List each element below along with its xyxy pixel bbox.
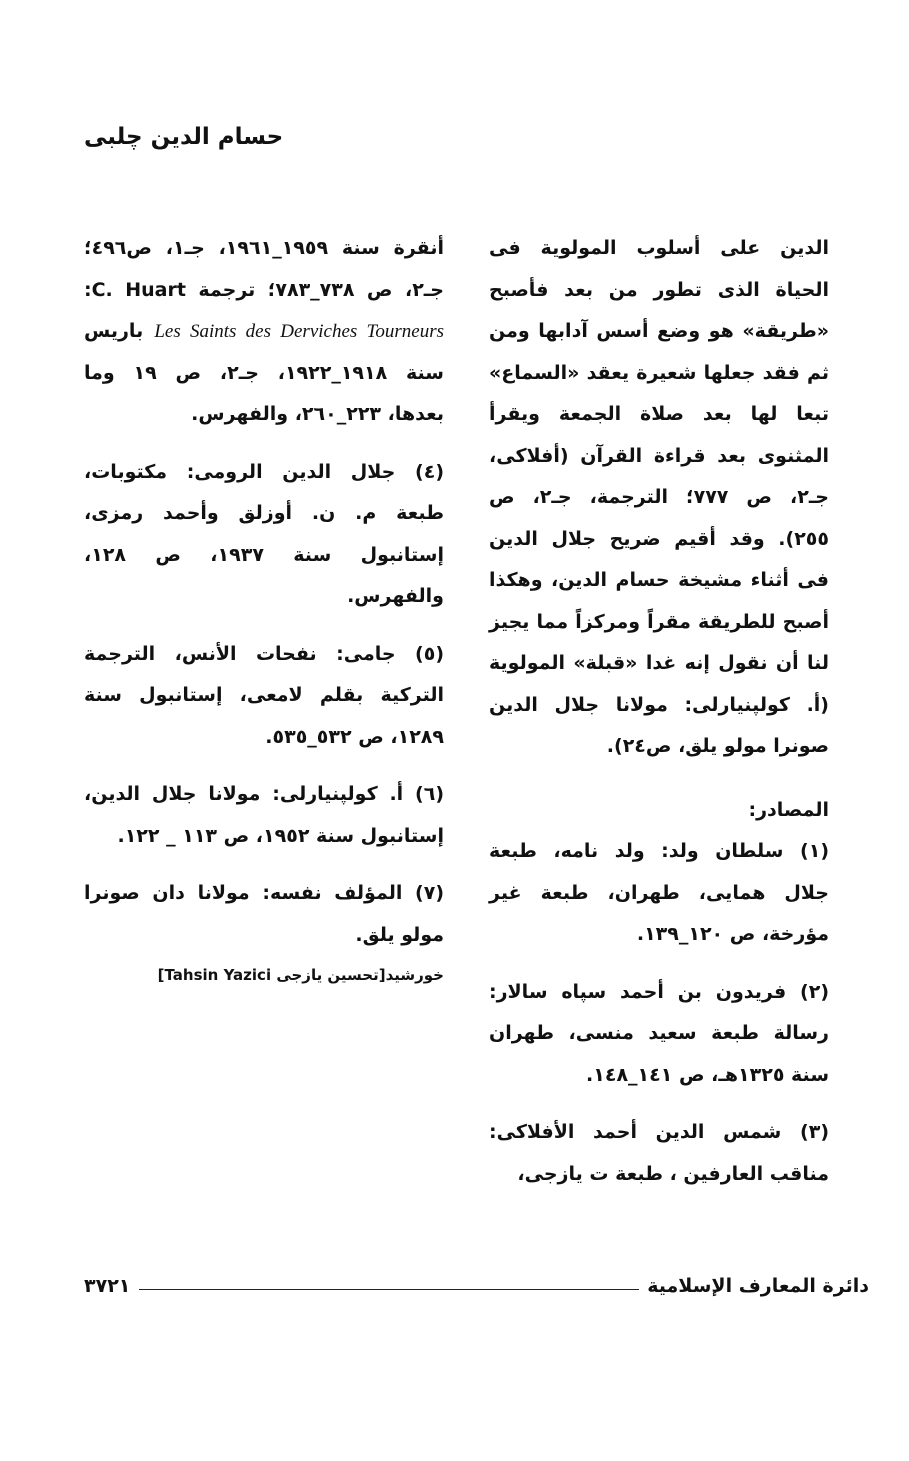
continuation-latin-title: Les Saints des Derviches Tourneurs	[154, 321, 444, 342]
author-signature: خورشيد[تحسين يازجى Tahsin Yazici]	[157, 966, 444, 984]
left-column	[84, 228, 444, 1001]
footer-title: دائرة المعارف الإسلامية	[647, 1275, 869, 1297]
sources-heading: المصادر:	[748, 798, 829, 821]
source-item-4: (٤) جلال الدين الرومى: مكتوبات، طبعة م. ن. أوزلق وأحمد رمزى، إستانبول سنة ١٩٣٧، ص ١٢٨، والفهرس.	[84, 460, 444, 607]
source-3-continuation	[84, 228, 444, 436]
article-paragraph: الدين على أسلوب المولوية فى الحياة الذى تطور من بعد فأصبح «طريقة» هو وضع أسس آدابها ومن ثم فقد جعلها شعيرة يعقد «السماع» تبعا لها بعد صلاة الجمعة ويقرأ المثنوى بعد قراءة القرآن (أفلاكى، جـ٢، ص ٧٧٧؛ الترجمة، جـ٢، ص ٢٥٥). وقد أقيم ضريح جلال الدين فى أثناء مشيخة حسام الدين، وهكذا أصبح للطريقة مقراً ومركزاً مما يجيز لنا أن نقول إنه غدا «قبلة» المولوية (أ. كولپنيارلى: مولانا جلال الدين صونرا مولو يلق، ص٢٤).	[489, 237, 829, 757]
footer-rule	[139, 1289, 639, 1290]
running-head: حسام الدين چلبى	[84, 124, 284, 150]
source-item-6: (٦) أ. كولپنيارلى: مولانا جلال الدين، إستانبول سنة ١٩٥٢، ص ١١٣ _ ١٢٢.	[84, 783, 444, 847]
right-column	[489, 228, 829, 1195]
source-item-1: (١) سلطان ولد: ولد نامه، طبعة جلال همايى، طهران، طبعة غير مؤرخة، ص ١٢٠_١٣٩.	[489, 840, 829, 945]
page-footer	[84, 1275, 869, 1315]
page-number: ٣٧٢١	[84, 1275, 131, 1297]
continuation-arabic-b: باريس سنة ١٩١٨_١٩٢٢، جـ٢، ص ١٩ وما بعدها، ٢٢٣_٢٦٠، والفهرس.	[84, 320, 444, 425]
source-item-5: (٥) جامى: نفحات الأنس، الترجمة التركية بقلم لامعى، إستانبول سنة ١٢٨٩، ص ٥٣٢_٥٣٥.	[84, 642, 444, 748]
continuation-arabic-a: أنقرة سنة ١٩٥٩_١٩٦١، جـ١، ص٤٩٦؛ جـ٢، ص ٧٣٨_٧٨٣؛ ترجمة C. Huart:	[84, 237, 444, 301]
source-item-7: (٧) المؤلف نفسه: مولانا دان صونرا مولو يلق.	[84, 882, 444, 946]
source-item-3: (٣) شمس الدين أحمد الأفلاكى: مناقب العارفين ، طبعة ت يازجى،	[489, 1121, 829, 1185]
source-item-2: (٢) فريدون بن أحمد سپاه سالار: رسالة طبعة سعيد منسى، طهران سنة ١٣٢٥هـ، ص ١٤١_١٤٨.	[489, 980, 829, 1086]
